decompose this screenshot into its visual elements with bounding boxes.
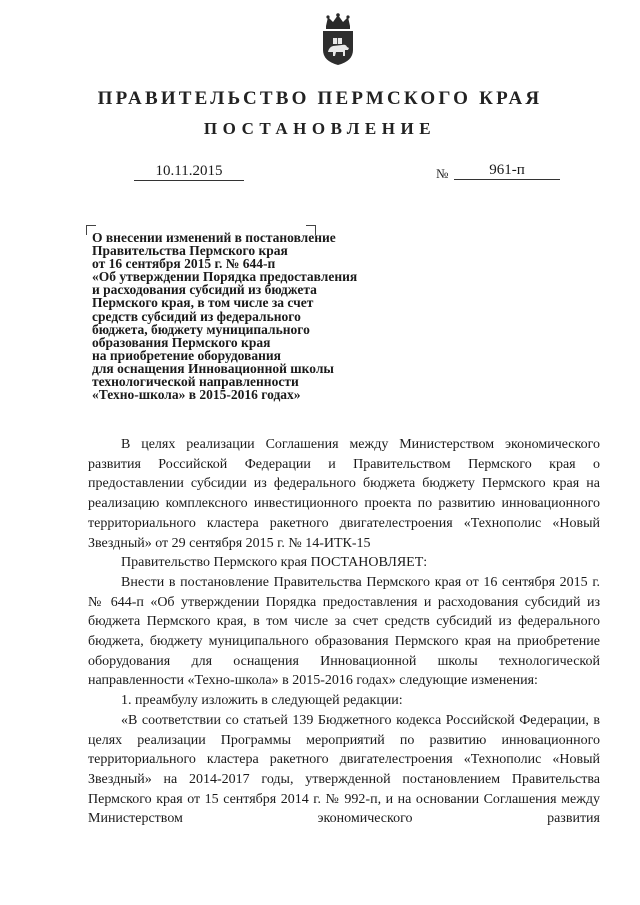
subject-line: Пермского края, в том числе за счет bbox=[92, 295, 314, 311]
subject-line: от 16 сентября 2015 г. № 644-п bbox=[92, 256, 276, 272]
subject-line: Правительства Пермского края bbox=[92, 243, 288, 259]
preamble-new-wording: «В соответствии со статьей 139 Бюджетного кодекса Российской Федерации, в целях реализации Программы мероприятий по развитию инновационного территориального кластера ракетного двигателестроения «Технополис «Новый Звездный» на 2014-2017 годы, утвержденной постановлением Правительства Пермского края от 15 сентября 2014 г. № 992-п, и на основании Соглашения между Министерством экономического развития bbox=[88, 712, 600, 827]
subject-line: средств субсидий из федерального bbox=[92, 308, 301, 324]
document-number: 961-п bbox=[454, 161, 560, 180]
document-type-heading: ПОСТАНОВЛЕНИЕ bbox=[203, 119, 437, 138]
amendment-paragraph: Внести в постановление Правительства Пермского края от 16 сентября 2015 г. № 644-п «Об утверждении Порядка предоставления и расходования субсидий из бюджета Пермского края, в том числе за счет средств субсидий из федерального бюджета, бюджету муниципального образования Пермского края на приобретение оборудования для оснащения Инновационной школы технологической направленности «Техно-школа» в 2015-2016 годах» следующие изменения: bbox=[88, 574, 600, 689]
subject-line: «Техно-школа» в 2015-2016 годах» bbox=[92, 387, 301, 403]
number-label: № bbox=[436, 166, 449, 181]
subject-line: на приобретение оборудования bbox=[92, 347, 281, 363]
subject-line: образования Пермского края bbox=[92, 334, 271, 350]
subject-line: «Об утверждении Порядка предоставления bbox=[92, 269, 358, 285]
subject-line: для оснащения Инновационной школы bbox=[92, 360, 334, 376]
subject-line: О внесении изменений в постановление bbox=[92, 230, 336, 245]
resolution-statement: Правительство Пермского края ПОСТАНОВЛЯЕТ: bbox=[121, 555, 428, 571]
preamble-paragraph: В целях реализации Соглашения между Министерством экономического развития Российской Федерации и Правительством Пермского края о предоставлении субсидии из федерального бюджета бюджету Пермского края на реализацию комплексного инвестиционного проекта по развитию инновационного территориального кластера ракетного двигателестроения «Технополис «Новый Звездный» от 29 сентября 2015 г. № 14-ИТК-15 bbox=[88, 437, 600, 551]
subject-line: технологической направленности bbox=[92, 374, 299, 390]
amendment-item-1: 1. преамбулу изложить в следующей редакции: bbox=[121, 693, 403, 709]
document-body bbox=[88, 435, 600, 829]
government-title: ПРАВИТЕЛЬСТВО ПЕРМСКОГО КРАЯ bbox=[97, 88, 543, 109]
document-date: 10.11.2015 bbox=[134, 162, 244, 181]
document-subject bbox=[92, 231, 392, 401]
subject-line: бюджета, бюджету муниципального bbox=[92, 321, 310, 337]
perm-krai-coat-of-arms-icon bbox=[318, 12, 358, 66]
subject-line: и расходования субсидий из бюджета bbox=[92, 282, 317, 298]
